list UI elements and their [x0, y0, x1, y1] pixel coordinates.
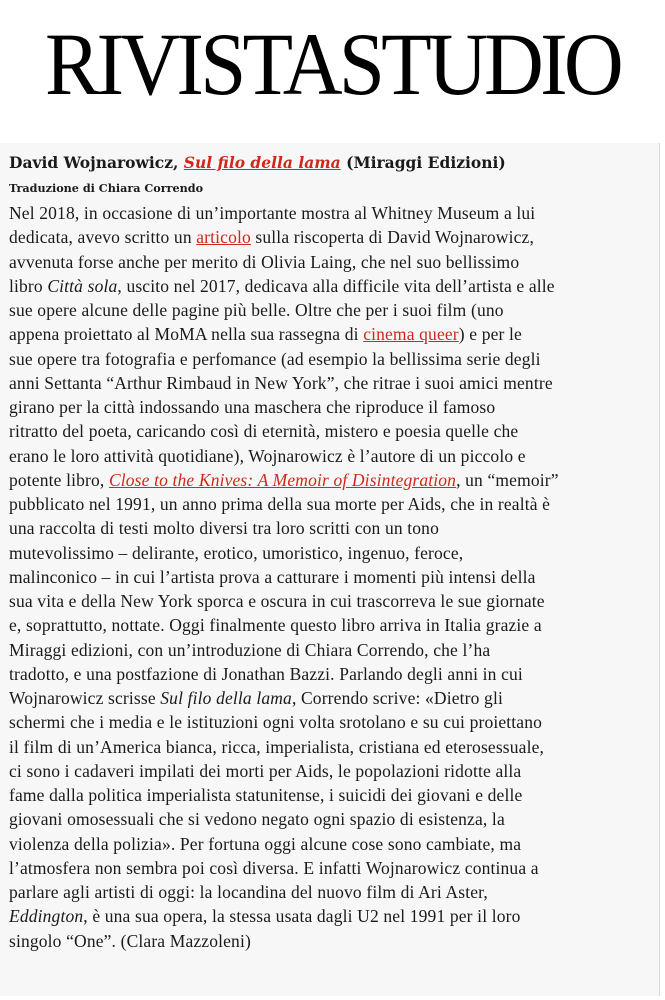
body-line — [9, 201, 655, 225]
body-text-segment: Wojnarowicz scrisse — [9, 688, 161, 708]
body-line — [9, 516, 655, 540]
body-text-segment: tradotto, e una postfazione di Jonathan Bazzi. Parlando degli anni in cui — [9, 663, 523, 684]
publisher-name: (Miraggi Edizioni) — [340, 153, 506, 172]
body-text-segment: avvenuta forse anche per merito di Olivia Laing, che nel suo bellissimo — [9, 251, 520, 272]
body-text-segment: , un “memoir” — [456, 469, 559, 490]
body-line — [9, 759, 655, 783]
body-line — [9, 274, 655, 298]
body-line — [9, 565, 655, 589]
body-line — [9, 613, 655, 637]
body-text-segment: , è una sua opera, la stessa usata dagli U2 nel 1991 per il loro — [83, 906, 521, 927]
italic-title-text: Sul filo della lama — [160, 688, 292, 708]
body-text-segment: Miraggi edizioni, con un’introduzione di Chiara Correndo, che l’ha — [9, 639, 491, 660]
body-text-segment: potente libro, — [9, 469, 109, 490]
body-text-segment: parlare agli artisti di oggi: la locandina del nuovo film di Ari Aster, — [9, 882, 488, 902]
body-line — [9, 395, 655, 419]
body-line — [9, 468, 655, 492]
body-line — [9, 444, 655, 468]
body-line — [9, 856, 655, 880]
body-text-segment: e, soprattutto, nottate. Oggi finalmente questo libro arriva in Italia grazie a — [9, 615, 542, 636]
body-text-segment: fame dalla politica imperialista statunitense, i suicidi dei giovani e delle — [9, 785, 523, 805]
article-headline — [9, 152, 654, 174]
body-text-segment: il film di un’America bianca, ricca, imperialista, cristiana ed eterosessuale, — [9, 736, 545, 757]
body-text-segment: sue opere alcune delle pagine più belle. Oltre che per i suoi film (uno — [9, 300, 504, 320]
body-text-segment: l’atmosfera non sembra poi così diversa. E infatti Wojnarowicz continua a — [9, 857, 539, 878]
body-line — [9, 589, 655, 613]
body-line — [9, 250, 655, 274]
body-line — [9, 832, 655, 856]
body-text-segment: mutevolissimo – delirante, erotico, umoristico, ingenuo, feroce, — [9, 542, 464, 563]
translator-credit: Traduzione di Chiara Correndo — [9, 181, 204, 195]
body-text-segment: appena proiettato al MoMA nella sua rassegna di — [9, 324, 364, 345]
article-body — [9, 201, 655, 953]
body-line — [9, 783, 655, 807]
body-line — [9, 492, 655, 516]
body-line — [9, 929, 655, 953]
inline-link[interactable]: Close to the Knives: A Memoir of Disintegration — [108, 469, 457, 490]
body-text-segment: ritratto del poeta, caricando così di eternità, mistero e poesia quelle che — [9, 421, 519, 442]
body-text-segment: , uscito nel 2017, dedicava alla difficile vita dell’artista e alle — [117, 275, 555, 296]
body-text-segment: giovani omosessuali che si vedono negato ogni spazio di esistenza, la — [9, 809, 505, 830]
body-line — [9, 904, 655, 928]
author-name: David Wojnarowicz, — [9, 153, 184, 172]
italic-title-text: Eddington — [9, 906, 84, 927]
body-text-segment: malinconico – in cui l’artista prova a catturare i momenti più intensi della — [9, 566, 536, 587]
body-text-segment: , Correndo scrive: «Dietro gli — [291, 688, 503, 708]
body-text-segment: sulla riscoperta di David Wojnarowicz, — [250, 227, 534, 248]
body-line — [9, 662, 655, 686]
body-text-segment: violenza della polizia». Per fortuna oggi alcune cose sono cambiate, ma — [9, 833, 522, 854]
body-text-segment: erano le loro attività quotidiane), Wojnarowicz è l’autore di un piccolo e — [9, 445, 526, 466]
body-text-segment: una raccolta di testi molto diversi tra loro scritti con un tono — [9, 518, 439, 539]
body-line — [9, 880, 655, 904]
body-line — [9, 638, 655, 662]
body-text-segment: sue opere tra fotografia e perfomance (ad esempio la bellissima serie degli — [9, 348, 541, 369]
body-text-segment: ci sono i cadaveri impilati dei morti per Aids, le popolazioni ridotte alla — [9, 760, 522, 781]
body-line — [9, 419, 655, 443]
body-line — [9, 686, 655, 710]
article-card — [0, 143, 660, 996]
body-text-segment: dedicata, avevo scritto un — [9, 227, 197, 248]
site-logo[interactable]: RIVISTASTUDIO — [45, 16, 620, 114]
body-text-segment: ) e per le — [458, 324, 522, 345]
body-line — [9, 807, 655, 831]
body-line — [9, 298, 655, 322]
body-text-segment: singolo “One”. (Clara Mazzoleni) — [9, 930, 251, 951]
body-line — [9, 347, 655, 371]
body-text-segment: sua vita e della New York sporca e oscura in cui trascorreva le sue giornate — [9, 591, 545, 611]
body-line — [9, 371, 655, 395]
body-text-segment: Nel 2018, in occasione di un’importante mostra al Whitney Museum a lui — [9, 203, 536, 223]
inline-link[interactable]: articolo — [196, 227, 251, 248]
inline-link[interactable]: cinema queer — [363, 324, 459, 345]
italic-title-text: Città sola — [47, 275, 118, 296]
body-text-segment: pubblicato nel 1991, un anno prima della sua morte per Aids, che in realtà è — [9, 494, 551, 514]
body-line — [9, 735, 655, 759]
body-line — [9, 225, 655, 249]
body-text-segment: schermi che i media e le istituzioni ogni volta srotolano e su cui proiettano — [9, 712, 543, 733]
book-title-link[interactable]: Sul filo della lama — [183, 153, 341, 172]
body-line — [9, 541, 655, 565]
body-line — [9, 322, 655, 346]
body-text-segment: libro — [9, 275, 48, 296]
body-text-segment: anni Settanta “Arthur Rimbaud in New York”, che ritrae i suoi amici mentre — [9, 372, 553, 393]
body-text-segment: girano per la città indossando una maschera che riproduce il famoso — [9, 397, 496, 417]
body-line — [9, 710, 655, 734]
